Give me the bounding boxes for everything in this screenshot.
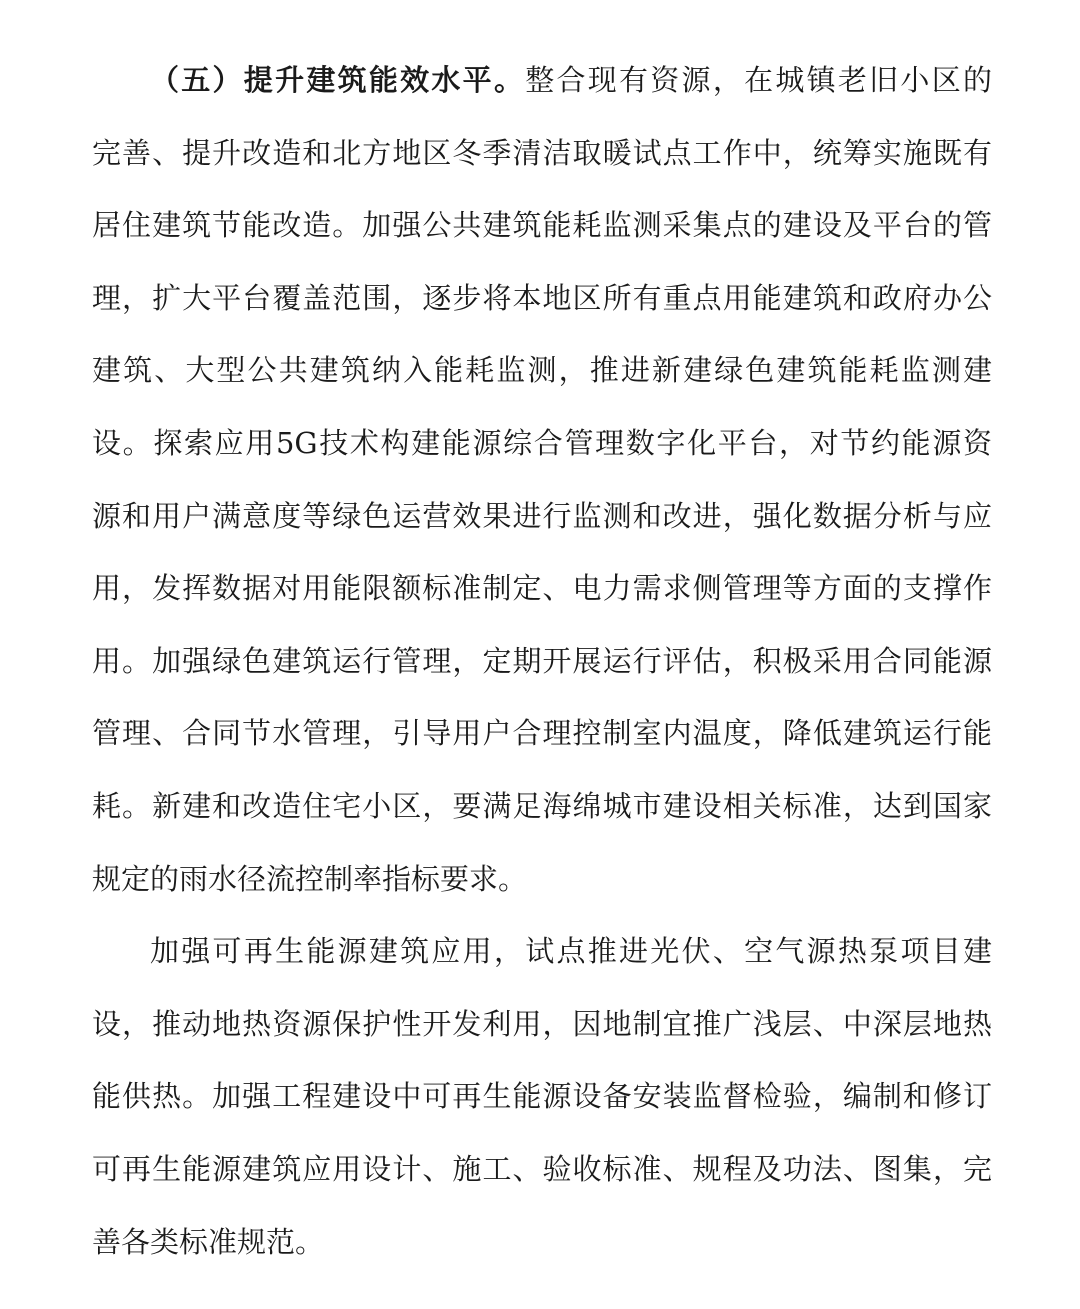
text-line: 设。探索应用5G技术构建能源综合管理数字化平台，对节约能源资 (92, 425, 992, 460)
text-line: 管理、合同节水管理，引导用户合理控制室内温度，降低建筑运行能 (92, 716, 992, 751)
text-line: 理，扩大平台覆盖范围，逐步将本地区所有重点用能建筑和政府办公 (92, 280, 992, 315)
text-line: 能供热。加强工程建设中可再生能源设备安装监督检验，编制和修订 (92, 1079, 992, 1114)
text-line: 耗。新建和改造住宅小区，要满足海绵城市建设相关标准，达到国家 (92, 788, 992, 823)
paragraph-energy-efficiency (92, 44, 992, 915)
text-line: 源和用户满意度等绿色运营效果进行监测和改进，强化数据分析与应 (92, 498, 992, 533)
section-heading: （五）提升建筑能效水平。 (150, 63, 526, 97)
text-line: 加强可再生能源建筑应用，试点推进光伏、空气源热泵项目建 (150, 934, 992, 969)
text-line: 居住建筑节能改造。加强公共建筑能耗监测采集点的建设及平台的管 (92, 208, 992, 243)
line-text: 整合现有资源，在城镇老旧小区的 (525, 63, 992, 97)
text-line: 善各类标准规范。 (92, 1224, 325, 1259)
text-line: 规定的雨水径流控制率指标要求。 (92, 861, 528, 896)
paragraph-renewable-energy (92, 915, 992, 1278)
text-line: 用，发挥数据对用能限额标准制定、电力需求侧管理等方面的支撑作 (92, 571, 992, 606)
text-line: 用。加强绿色建筑运行管理，定期开展运行评估，积极采用合同能源 (92, 643, 992, 678)
text-line (92, 44, 992, 117)
document-page (92, 44, 992, 1278)
text-line: 建筑、大型公共建筑纳入能耗监测，推进新建绿色建筑能耗监测建 (92, 353, 992, 388)
text-line: 可再生能源建筑应用设计、施工、验收标准、规程及功法、图集，完 (92, 1151, 992, 1186)
text-line: 设，推动地热资源保护性开发利用，因地制宜推广浅层、中深层地热 (92, 1006, 992, 1041)
text-line: 完善、提升改造和北方地区冬季清洁取暖试点工作中，统筹实施既有 (92, 135, 992, 170)
